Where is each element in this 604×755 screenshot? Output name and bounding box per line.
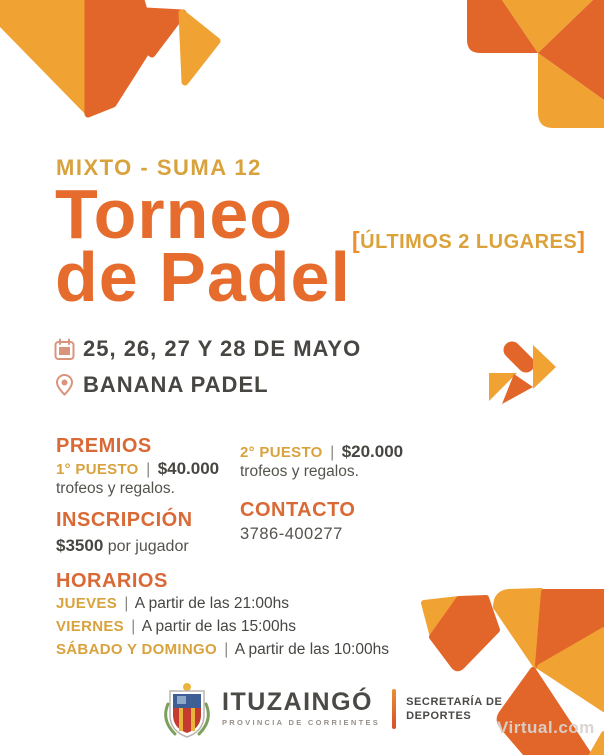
badge-open-bracket: [	[352, 227, 361, 253]
poster-title	[55, 175, 351, 316]
prize-2-detail: trofeos y regalos.	[240, 463, 359, 480]
prize-1-detail: trofeos y regalos.	[56, 480, 175, 497]
location-pin-icon	[54, 373, 75, 397]
arrow-logo-icon	[489, 345, 556, 404]
municipality-subtitle: PROVINCIA DE CORRIENTES	[222, 718, 381, 727]
event-dates-row	[54, 336, 361, 362]
category-label: MIXTO - SUMA 12	[56, 155, 262, 180]
event-venue-row	[54, 372, 269, 398]
contact-heading: CONTACTO	[240, 499, 356, 521]
schedule-day: SÁBADO Y DOMINGO	[56, 641, 217, 658]
title-line-1: Torneo	[55, 175, 294, 253]
watermark: Virtual.com	[497, 718, 595, 737]
schedule-day: VIERNES	[56, 618, 124, 635]
prize-first-place	[56, 459, 219, 479]
schedule-list	[56, 595, 389, 664]
prize-2-label: 2° PUESTO	[240, 444, 323, 461]
registration-price-line	[56, 536, 189, 556]
department-line-1: SECRETARÍA DE	[406, 696, 503, 708]
schedule-heading: HORARIOS	[56, 570, 168, 592]
schedule-item-thursday	[56, 595, 389, 618]
corner-shapes-top-right	[467, 0, 604, 128]
title-line-2: de Padel	[55, 238, 351, 316]
footer-divider	[392, 689, 396, 729]
schedule-separator: |	[224, 641, 229, 658]
registration-detail: por jugador	[103, 538, 189, 555]
schedule-item-weekend	[56, 641, 389, 664]
contact-phone: 3786-400277	[240, 525, 343, 543]
corner-shapes-top-left	[0, 0, 217, 114]
prize-2-amount: $20.000	[341, 442, 404, 461]
schedule-separator: |	[124, 595, 129, 612]
schedule-time: A partir de las 15:00hs	[141, 618, 296, 635]
prize-2-separator: |	[330, 444, 335, 461]
city-crest-icon	[160, 682, 214, 744]
badge-text: ÚLTIMOS 2 LUGARES	[360, 231, 578, 253]
prizes-heading: PREMIOS	[56, 435, 152, 457]
municipality-name: ITUZAINGÓ	[222, 688, 373, 716]
availability-badge	[352, 227, 585, 254]
schedule-time: A partir de las 10:00hs	[234, 641, 389, 658]
schedule-day: JUEVES	[56, 595, 117, 612]
prize-1-separator: |	[146, 461, 151, 478]
badge-close-bracket: ]	[577, 227, 586, 253]
event-venue: BANANA PADEL	[83, 372, 269, 397]
schedule-separator: |	[131, 618, 136, 635]
prize-1-label: 1° PUESTO	[56, 461, 139, 478]
department-line-2: DEPORTES	[406, 710, 472, 722]
schedule-time: A partir de las 21:00hs	[134, 595, 290, 612]
footer-logo-block	[160, 682, 502, 744]
prize-second-place	[240, 442, 403, 462]
schedule-item-friday	[56, 618, 389, 641]
department-block	[406, 695, 502, 723]
municipality-block	[222, 690, 380, 727]
prize-1-amount: $40.000	[157, 459, 220, 478]
registration-heading: INSCRIPCIÓN	[56, 509, 193, 531]
calendar-icon	[54, 338, 75, 361]
event-dates: 25, 26, 27 Y 28 DE MAYO	[83, 336, 362, 361]
registration-price: $3500	[56, 536, 104, 555]
